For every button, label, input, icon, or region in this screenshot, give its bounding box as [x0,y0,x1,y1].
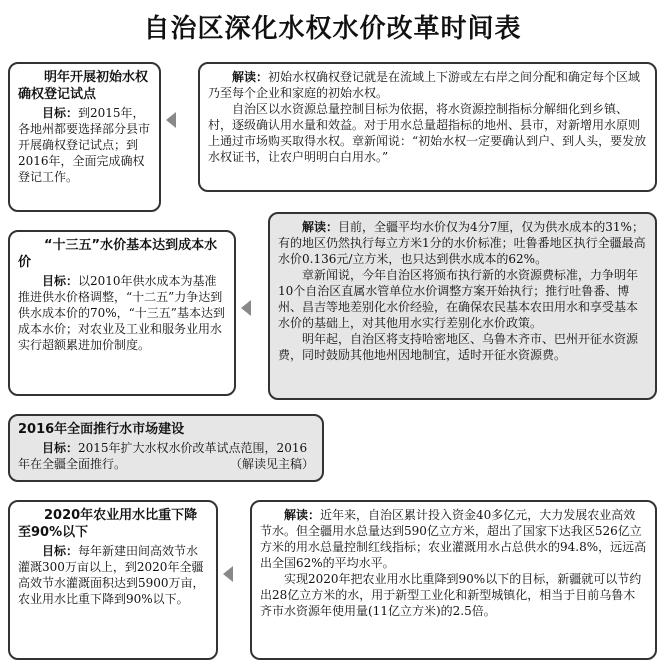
section-3-box [8,414,324,482]
section-2-interp-box [268,212,657,400]
section-1-heading: 明年开展初始水权确权登记试点 [18,70,149,102]
section-1-target-text: 到2015年，各地州都要选择部分县市开展确权登记试点；到2016年，全面完成确权登记工作。 [18,106,151,184]
section-2-heading: “十三五”水价基本达到成本水价 [18,238,218,270]
section-2-interp-p2: 章新闻说，今年自治区将颁布执行新的水资源费标准，力争明年10个自治区直属水管单位水价调整方案开始执行；推行吐鲁番、博州、昌吉等地差别化水价经验，在确保农民基本农田用水和享受基本水价的基础上，对其他用水实行差别化水价政策。 [278,268,639,330]
section-2-interp-p1: 目前，全疆平均水价仅为4分7厘，仅为供水成本的31%；有的地区仍然执行每立方米1分的水价标准；吐鲁番地区执行全疆最高水价0.136元/立方米，也只达到供水成本的62%。 [278,220,646,266]
section-1-target-box [8,62,161,212]
section-4-heading: 2020年农业用水比重下降至90%以下 [18,508,198,540]
section-4-interp-p2: 实现2020年把农业用水比重降到90%以下的目标，新疆就可以节约出28亿立方米的水，用于新型工业化和新型城镇化，相当于目前乌鲁木齐市水资源年使用量(11亿立方米)的2.5倍。 [260,572,642,618]
section-3-note: （解读见主稿） [229,457,314,471]
section-4-target-label: 目标： [42,544,79,558]
section-1-interp-box [198,62,657,192]
section-4-interp-label: 解读： [284,508,321,522]
section-2-arrow-icon [241,300,251,316]
section-2-target-box [8,230,236,396]
section-4-interp-p1: 近年来，自治区累计投入资金40多亿元，大力发展农业高效节水。但全疆用水总量达到590亿立方米，超出了国家下达我区526亿立方米的用水总量控制红线指标；农业灌溉用水占总供水的94.8%，远远高出全国62%的平均水平。 [260,508,647,570]
section-1-arrow-icon [166,112,176,128]
section-1-interp-p2: 自治区以水资源总量控制目标为依据，将水资源控制指标分解细化到乡镇、村，逐级确认用水量和效益。对于用水总量超指标的地州、县市，对新增用水原则上通过市场购买取得水权。章新闻说：“初始水权一定要确认到户、到人头，要发放水权证书，让农户明明白白用水。” [208,102,647,164]
section-3-target-label: 目标： [42,441,79,455]
section-4-target-text: 每年新建田间高效节水灌溉300万亩以上，到2020年全疆高效节水灌溉面积达到5900万亩，农业用水比重下降到90%以下。 [18,544,205,606]
section-2-interp-p3: 明年起，自治区将支持哈密地区、乌鲁木齐市、巴州开征水资源费，同时鼓励其他地州因地制宜，适时开征水资源费。 [278,332,639,362]
section-2-target-text: 以2010年供水成本为基准推进供水价格调整，“十二五”力争达到供水成本价的70%，“十三五”基本达到成本水价；对农业及工业和服务业用水实行超额累进加价制度。 [18,274,225,352]
section-2-interp-label: 解读： [302,220,339,234]
section-1-interp-p1: 初始水权确权登记就是在流域上下游或左右岸之间分配和确定每个区域乃至每个企业和家庭的初始水权。 [208,70,641,100]
section-4-arrow-icon [223,566,233,582]
section-4-target-box [8,500,218,660]
section-2-target-label: 目标： [42,274,79,288]
section-3-heading: 2016年全面推行水市场建设 [18,422,185,437]
section-1-interp-label: 解读： [232,70,269,84]
page-title: 自治区深化水权水价改革时间表 [143,14,522,44]
section-1-target-label: 目标： [42,106,79,120]
section-4-interp-box [250,500,657,660]
section-3-target-text: 2015年扩大水权水价改革试点范围，2016年在全疆全面推行。 [18,441,308,471]
